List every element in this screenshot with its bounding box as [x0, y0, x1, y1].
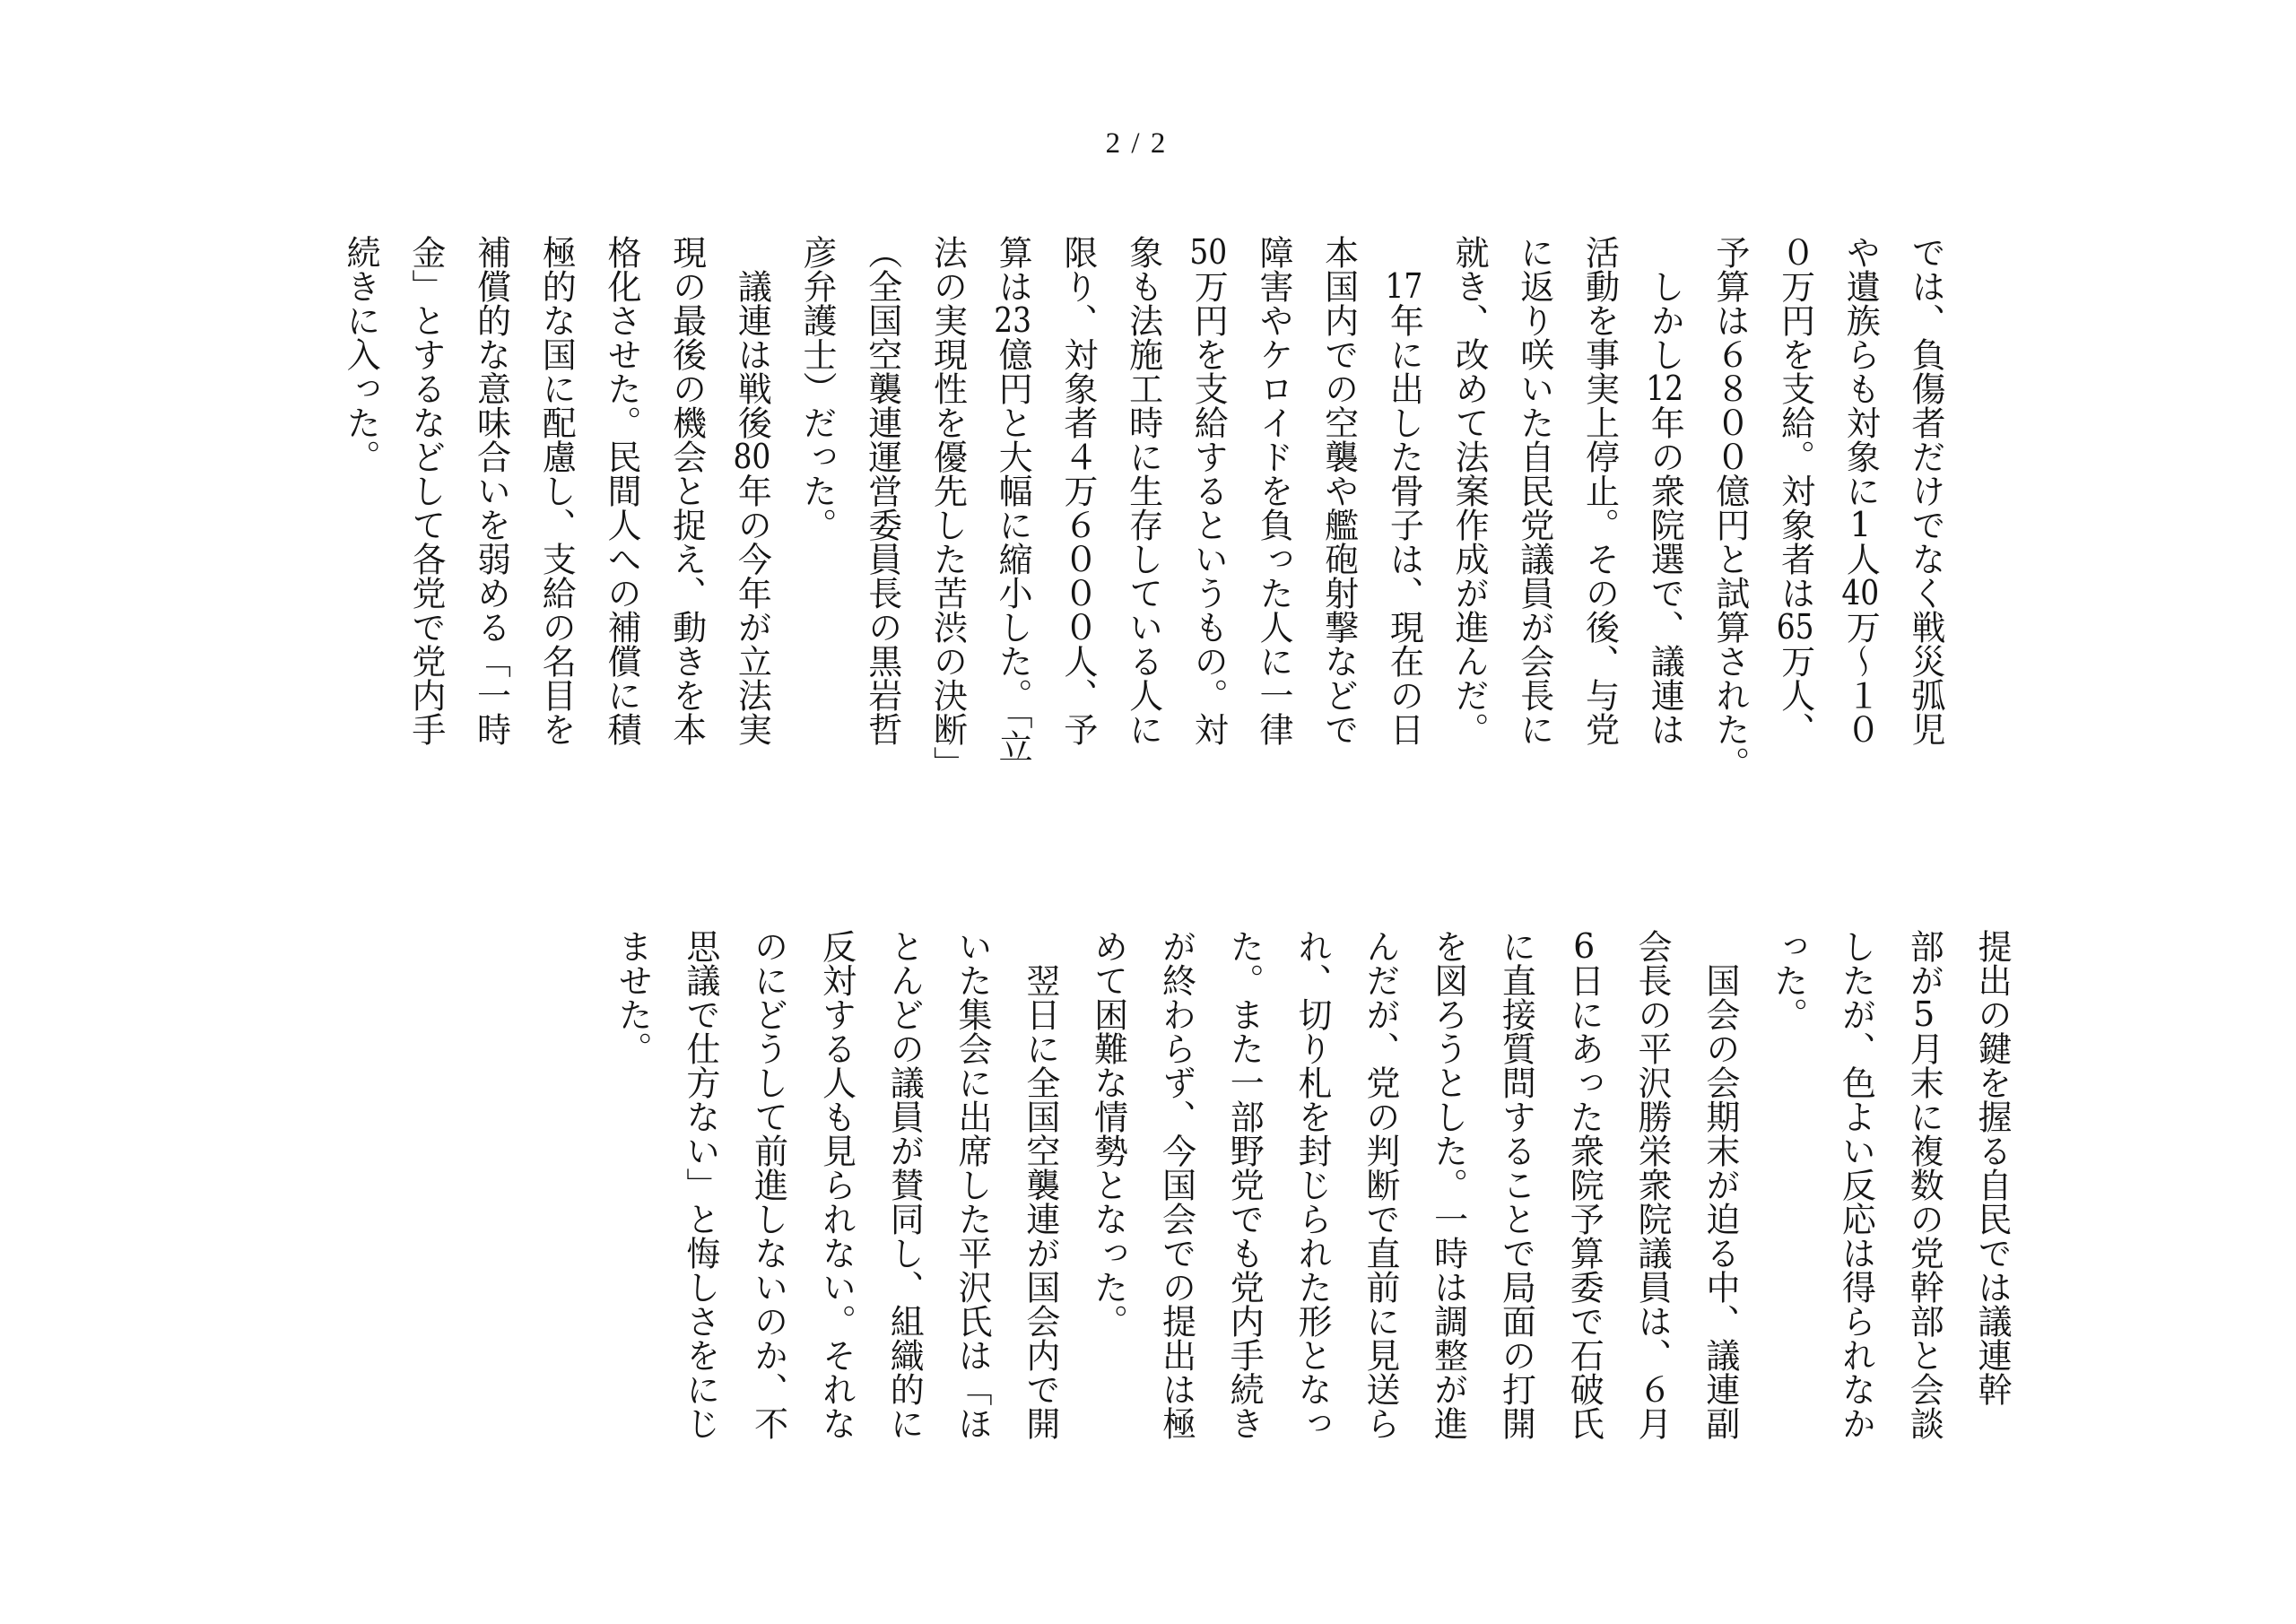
text-column: 格化させた。民間人への補償に積 — [601, 235, 641, 746]
text-column: を図ろうとした。一時は調整が進 — [1428, 929, 1468, 1440]
tcy-digits: 17 — [1385, 269, 1423, 303]
text-column: に返り咲いた自民党議員が会長に — [1514, 235, 1554, 746]
text-column: 提出の鍵を握る自民では議連幹 — [1972, 929, 2012, 1406]
article-upper-block — [327, 235, 1958, 809]
text-column: 続きに入った。 — [341, 235, 381, 473]
text-column: に直接質問することで局面の打開 — [1496, 929, 1536, 1440]
text-column: れ、切り札を封じられた形となっ — [1292, 929, 1333, 1440]
text-column: 部が5月末に複数の党幹部と会談 — [1904, 929, 1944, 1440]
text-column: ０万円を支給。対象者は65万人、 — [1775, 235, 1815, 746]
text-column: 本国内での空襲や艦砲射撃などで — [1318, 235, 1359, 746]
text-column: が終わらず、今国会での提出は極 — [1156, 929, 1196, 1440]
text-column: めて困難な情勢となった。 — [1088, 929, 1128, 1338]
text-column: しかし12年の衆院選で、議連は — [1645, 235, 1685, 746]
text-column: 国会の会期末が迫る中、議連副 — [1700, 929, 1740, 1440]
text-column: 17年に出した骨子は、現在の日 — [1384, 269, 1424, 746]
article-lower-block — [597, 929, 2025, 1503]
tcy-digits: 5 — [1913, 997, 1935, 1031]
tcy-digits: 12 — [1646, 371, 1684, 405]
text-column: んだが、党の判断で直前に見送ら — [1360, 929, 1400, 1440]
text-column: 6日にあった衆院予算委で石破氏 — [1564, 929, 1605, 1440]
text-column: 50万円を支給するというもの。対 — [1188, 235, 1229, 746]
text-column: 活動を事実上停止。その後、与党 — [1579, 235, 1620, 746]
tcy-digits: 50 — [1189, 235, 1228, 269]
text-column: 障害やケロイドを負った人に一律 — [1253, 235, 1293, 746]
text-column: 算は23億円と大幅に縮小した。「立 — [993, 235, 1033, 763]
text-column: た。また一部野党でも党内手続き — [1224, 929, 1265, 1440]
text-column: 補償的な意味合いを弱める「一時 — [471, 235, 511, 746]
text-column: った。 — [1768, 929, 1808, 1031]
tcy-digits: 65 — [1776, 610, 1814, 644]
text-column: 就き、改めて法案作成が進んだ。 — [1449, 235, 1490, 746]
text-column: 法の実現性を優先した苦渋の決断」 — [927, 235, 968, 780]
text-column: 金」とするなどして各党で党内手 — [405, 235, 446, 746]
text-column: や遺族らも対象に1人40万〜１０ — [1840, 235, 1881, 746]
text-column: 極的な国に配慮し、支給の名目を — [536, 235, 577, 746]
text-column: 翌日に全国空襲連が国会内で開 — [1020, 929, 1060, 1440]
page-number: 2 / 2 — [1105, 127, 1168, 160]
tcy-digits: 6 — [1573, 929, 1596, 963]
tcy-digits: 1 — [1849, 508, 1872, 542]
text-column: （全国空襲連運営委員長の黒岩哲 — [862, 235, 902, 746]
tcy-digits: 23 — [994, 303, 1032, 337]
text-column: ませた。 — [613, 929, 653, 1065]
text-column: では、負傷者だけでなく戦災弧児 — [1906, 235, 1945, 746]
text-column: 議連は戦後80年の今年が立法実 — [732, 235, 772, 746]
text-column: 現の最後の機会と捉え、動きを本 — [666, 235, 707, 746]
text-column: 限り、対象者４万６０００人、予 — [1057, 235, 1098, 746]
text-column: 彦弁護士）だった。 — [797, 235, 838, 542]
text-column: とんどの議員が賛同し、組織的に — [884, 929, 925, 1440]
text-column: 象も法施工時に生存している人に — [1123, 235, 1163, 746]
text-column: したが、色よい反応は得られなか — [1836, 929, 1876, 1440]
text-column: 反対する人も見られない。それな — [816, 929, 857, 1440]
text-column: 思議で仕方ない」と悔しさをにじ — [680, 929, 720, 1440]
tcy-digits: 80 — [733, 439, 771, 473]
text-column: 予算は６８００億円と試算された。 — [1709, 235, 1750, 780]
tcy-digits: 40 — [1841, 576, 1880, 610]
text-column: 会長の平沢勝栄衆院議員は、６月 — [1632, 929, 1673, 1440]
text-column: のにどうして前進しないのか、不 — [748, 929, 788, 1440]
text-column: いた集会に出席した平沢氏は「ほ — [952, 929, 993, 1440]
